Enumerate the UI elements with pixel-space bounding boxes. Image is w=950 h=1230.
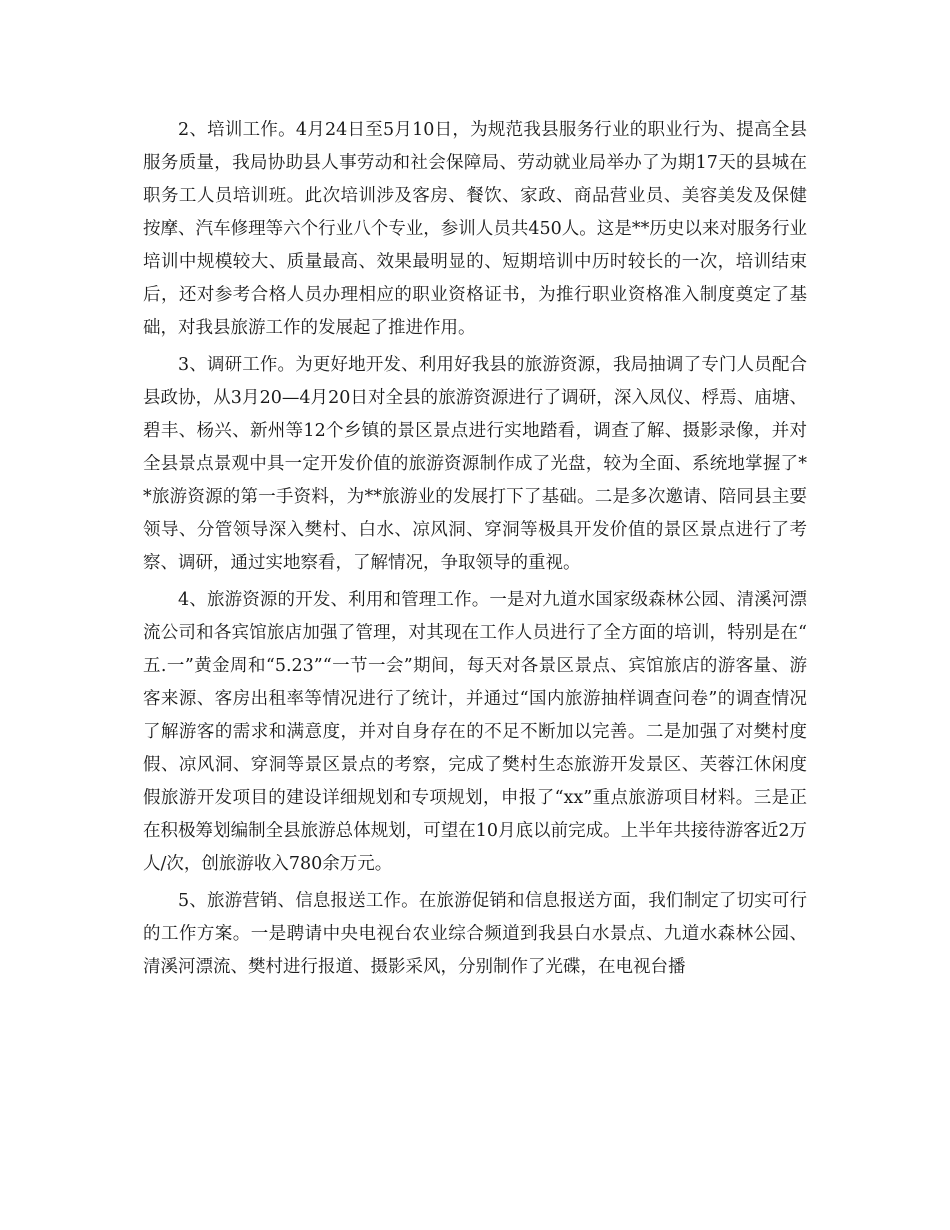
paragraph-marketing: 5、旅游营销、信息报送工作。在旅游促销和信息报送方面，我们制定了切实可行的工作方案。一是聘请中央电视台农业综合频道到我县白水景点、九道水森林公园、清溪河漂流、樊村进行报道、摄影采风，分别制作了光碟，在电视台播 xyxy=(143,891,807,977)
paragraph-research: 3、调研工作。为更好地开发、利用好我县的旅游资源，我局抽调了专门人员配合县政协，从3月20—4月20日对全县的旅游资源进行了调研，深入凤仪、桴焉、庙塘、碧丰、杨兴、新州等12个乡镇的景区景点进行实地踏看，调查了解、摄影录像，并对全县景点景观中具一定开发价值的旅游资源制作成了光盘，较为全面、系统地掌握了**旅游资源的第一手资料，为**旅游业的发展打下了基础。二是多次邀请、陪同县主要领导、分管领导深入樊村、白水、凉风洞、穿洞等极具开发价值的景区景点进行了考察、调研，通过实地察看，了解情况，争取领导的重视。 xyxy=(143,355,807,573)
document-body xyxy=(143,114,807,988)
paragraph-resource-development: 4、旅游资源的开发、利用和管理工作。一是对九道水国家级森林公园、清溪河漂流公司和各宾馆旅店加强了管理，对其现在工作人员进行了全方面的培训，特别是在“五.一”黄金周和“5.23”“一节一会”期间，每天对各景区景点、宾馆旅店的游客量、游客来源、客房出租率等情况进行了统计，并通过“国内旅游抽样调查问卷”的调查情况了解游客的需求和满意度，并对自身存在的不足不断加以完善。二是加强了对樊村度假、凉风洞、穿洞等景区景点的考察，完成了樊村生态旅游开发景区、芙蓉江休闲度假旅游开发项目的建设详细规划和专项规划，申报了“xx”重点旅游项目材料。三是正在积极筹划编制全县旅游总体规划，可望在10月底以前完成。上半年共接待游客近2万人/次，创旅游收入780余万元。 xyxy=(143,590,807,874)
paragraph-training: 2、培训工作。4月24日至5月10日，为规范我县服务行业的职业行为、提高全县服务质量，我局协助县人事劳动和社会保障局、劳动就业局举办了为期17天的县城在职务工人员培训班。此次培训涉及客房、餐饮、家政、商品营业员、美容美发及保健按摩、汽车修理等六个行业八个专业，参训人员共450人。这是**历史以来对服务行业培训中规模较大、质量最高、效果最明显的、短期培训中历时较长的一次，培训结束后，还对参考合格人员办理相应的职业资格证书，为推行职业资格准入制度奠定了基础，对我县旅游工作的发展起了推进作用。 xyxy=(143,120,807,338)
